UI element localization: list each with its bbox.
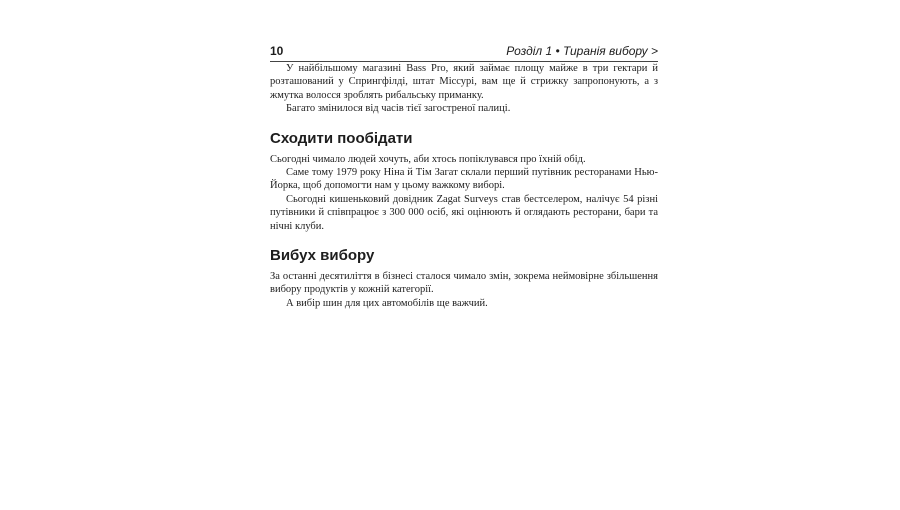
running-header <box>270 40 658 62</box>
book-page <box>270 40 658 310</box>
header-rule <box>270 61 658 62</box>
page-body <box>270 62 658 310</box>
section-heading: Вибух вибору <box>270 247 375 265</box>
section-paragraph: Сьогодні кишеньковий довідник Zagat Surveys став бестселером, налічує 54 різні путівники й співпрацює з 300 000 осіб, які оцінюють й оглядають ресторани, бари та нічні клуби. <box>270 193 658 232</box>
section-paragraph: За останні десятиліття в бізнесі сталося чимало змін, зокрема неймовірне збільшення вибору продуктів у кожній категорії. <box>270 271 658 296</box>
section-paragraph: Саме тому 1979 року Ніна й Тім Загат склали перший путівник ресторанами Нью-Йорка, щоб допомогти нам у цьому важкому виборі. <box>270 167 658 192</box>
page-number: 10 <box>270 44 284 58</box>
intro-paragraph: У найбільшому магазині Bass Pro, який займає площу майже в три гектари й розташований у Спрингфілді, штат Міссурі, вам ще й стрижку запропонують, а з жмутка волосся зроблять рибальську приманку. <box>270 63 658 101</box>
section-heading: Сходити пообідати <box>270 129 413 147</box>
section-paragraph: А вибір шин для цих автомобілів ще важчий. <box>286 297 488 309</box>
chapter-title: Розділ 1 • Тиранія вибору > <box>506 44 658 58</box>
intro-paragraph: Багато змінилося від часів тієї загостреної палиці. <box>286 103 511 115</box>
section-paragraph: Сьогодні чимало людей хочуть, аби хтось попіклувався про їхній обід. <box>270 153 586 165</box>
